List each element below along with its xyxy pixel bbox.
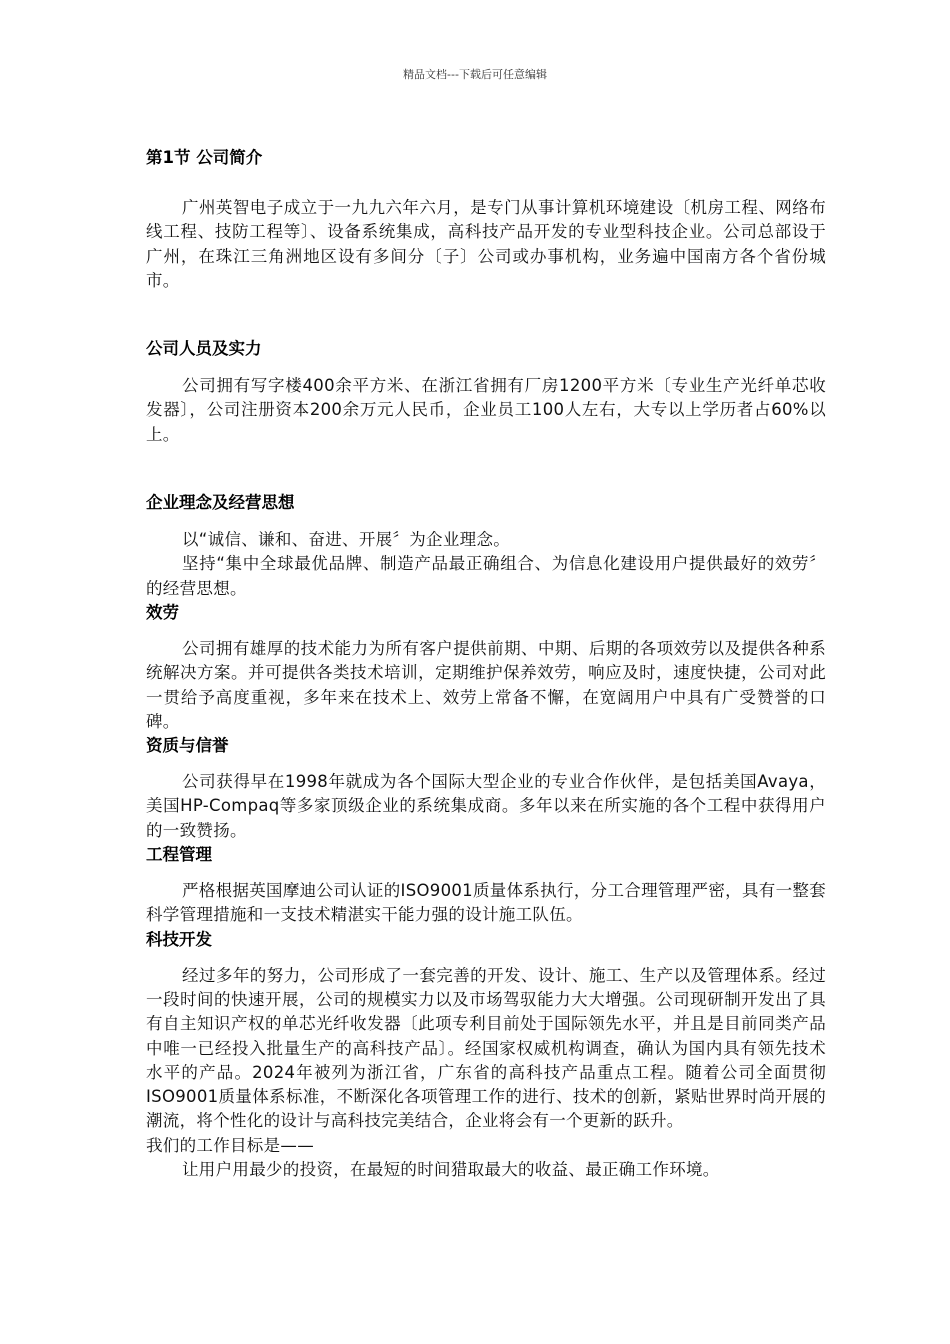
paragraph-management: 严格根据英国摩迪公司认证的ISO9001质量体系执行，分工合理管理严密，具有一整套科学管理措施和一支技术精湛实干能力强的设计施工队伍。 [146,881,826,925]
section-title-management: 工程管理 [146,845,212,865]
paragraph-idea-2: 坚持“集中全球最优品牌、制造产品最正确组合、为信息化建设用户提供最好的效劳〞的经营思想。 [146,554,826,598]
document-body [146,146,826,1182]
section-title-service: 效劳 [146,602,179,622]
goal-statement: 让用户用最少的投资，在最短的时间猎取最大的收益、最正确工作环境。 [182,1160,720,1180]
page-header: 精品文档---下载后可任意编辑 [403,68,547,81]
section-title-idea: 企业理念及经营思想 [146,493,295,513]
section-title-quality: 资质与信誉 [146,736,229,756]
paragraph-staff: 公司拥有写字楼400余平方米、在浙江省拥有厂房1200平方米〔专业生产光纤单芯收发器〕，公司注册资本200余万元人民币，企业员工100人左右，大专以上学历者占60%以上。 [146,376,826,444]
section-title-staff: 公司人员及实力 [146,339,262,359]
paragraph-quality: 公司获得早在1998年就成为各个国际大型企业的专业合作伙伴，是包括美国Avaya，美国HP-Compaq等多家顶级企业的系统集成商。多年以来在所实施的各个工程中获得用户的一致赞扬。 [146,772,826,840]
section-title-rnd: 科技开发 [146,929,212,949]
paragraph-idea-1: 以“诚信、谦和、奋进、开展〞为企业理念。 [182,530,511,550]
paragraph-rnd: 经过多年的努力，公司形成了一套完善的开发、设计、施工、生产以及管理体系。经过一段时间的快速开展，公司的规模实力以及市场驾驭能力大大增强。公司现研制开发出了具有自主知识产权的单芯光纤收发器〔此项专利目前处于国际领先水平，并且是目前同类产品中唯一已经投入批量生产的高科技产品〕。经国家权威机构调查，确认为国内具有领先技术水平的产品。2024年被列为浙江省，广东省的高科技产品重点工程。随着公司全面贯彻ISO9001质量体系标准，不断深化各项管理工作的进行、技术的创新，紧贴世界时尚开展的潮流，将个性化的设计与高科技完美结合，企业将会有一个更新的跃升。 [146,965,826,1131]
paragraph-service: 公司拥有雄厚的技术能力为所有客户提供前期、中期、后期的各项效劳以及提供各种系统解决方案。并可提供各类技术培训，定期维护保养效劳，响应及时，速度快捷，公司对此一贯给予高度重视，多年来在技术上、效劳上常备不懈，在宽阔用户中具有广受赞誉的口碑。 [146,638,826,731]
goal-intro: 我们的工作目标是—— [146,1135,314,1155]
section-title-intro: 第1节 公司简介 [146,148,263,167]
paragraph-intro: 广州英智电子成立于一九九六年六月，是专门从事计算机环境建设〔机房工程、网络布线工程、技防工程等〕、设备系统集成，高科技产品开发的专业型科技企业。公司总部设于广州，在珠江三角洲地区设有多间分〔子〕公司或办事机构，业务遍中国南方各个省份城市。 [146,198,826,290]
